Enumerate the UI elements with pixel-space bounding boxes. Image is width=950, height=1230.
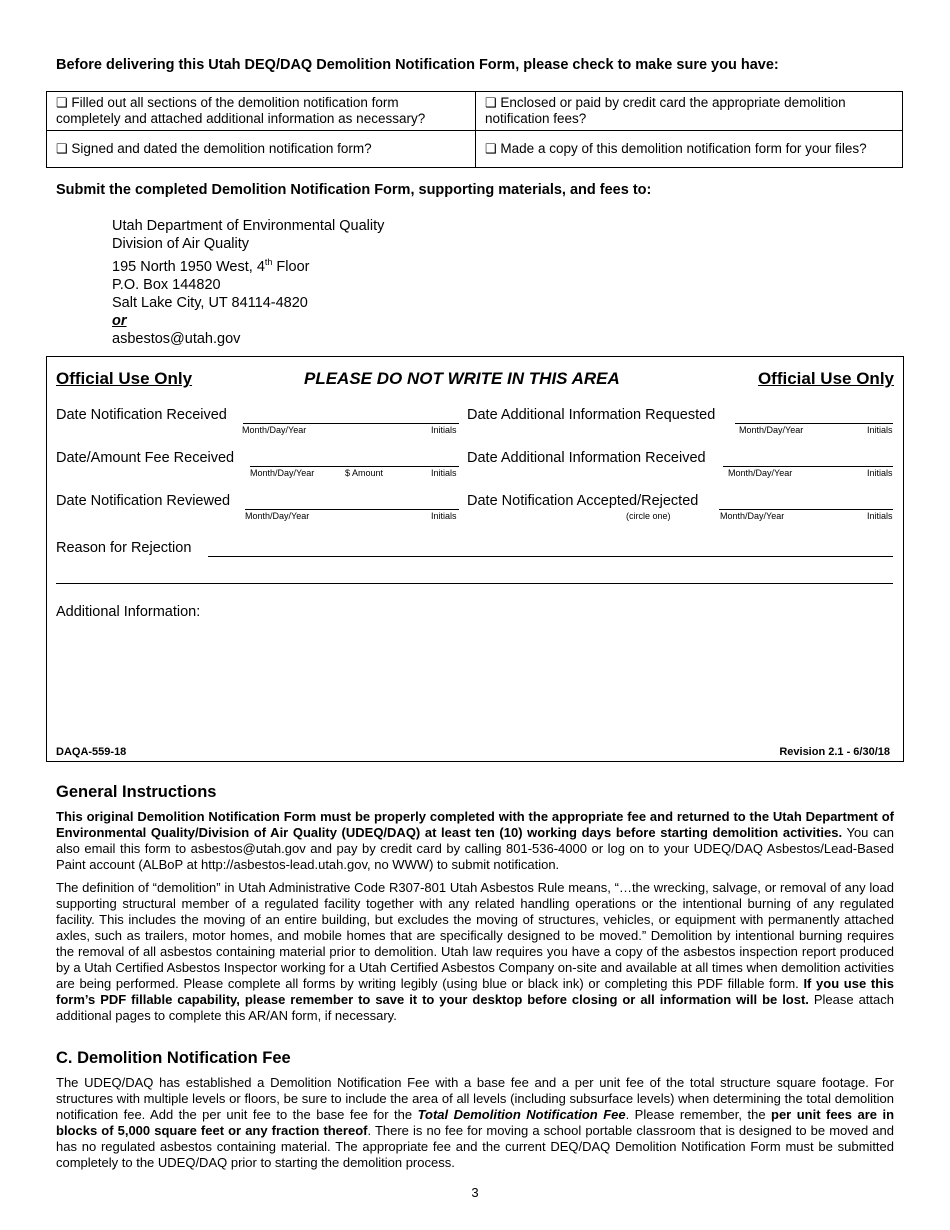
date-reviewed-label: Date Notification Reviewed: [56, 493, 231, 509]
date-amount-fee-field[interactable]: [250, 466, 459, 467]
checkbox-icon[interactable]: ❑: [485, 141, 497, 156]
checkbox-icon[interactable]: ❑: [485, 95, 497, 110]
fee-paragraph: The UDEQ/DAQ has established a Demolition Notification Fee with a base fee and a per unit fee of the total structure square footage. For structures with multiple levels or floors, be sure to include the area of all levels (including subsurface levels) when determining the total demolition notification fee. Add the per unit fee to the base fee for the Total Demolition Notification Fee. Please remember, the per unit fees are in blocks of 5,000 square feet or any fraction thereof. There is no fee for moving a school portable classroom that is designed to be moved and has no regulated asbestos containing material. The appropriate fee and the current DEQ/DAQ Demolition Notification Form must be submitted completely to the UDEQ/DAQ prior to starting the demolition process.: [56, 1075, 895, 1170]
additional-info-label: Additional Information:: [56, 604, 201, 620]
sub-label: $ Amount: [345, 468, 384, 478]
email-address[interactable]: asbestos@utah.gov: [112, 330, 241, 347]
address-line: Utah Department of Environmental Quality: [112, 218, 385, 234]
official-use-box: [46, 356, 904, 762]
sub-label: Month/Day/Year: [720, 511, 785, 521]
date-received-label: Date Notification Received: [56, 407, 227, 423]
general-paragraph-2: The definition of “demolition” in Utah Administrative Code R307-801 Utah Asbestos Rule means, “…the wrecking, salvage, or removal of any load supporting structural member of a regulated facility together with any related handling operations or the intentional burning of any regulated facility. This includes the moving of an entire building, but excludes the moving of structures, vehicles, or equipment with permanently attached axles, such as trailers, motor homes, and mobile homes that are specifically designed to be moved.” Demolition by intentional burning requires the removal of all asbestos containing material prior to demolition. Utah law requires you have a copy of the asbestos inspection report produced by a Utah Certified Asbestos Inspector working for a Utah Certified Asbestos Company on-site and available at all times when demolition activities are being performed. Please complete all forms by writing legibly (using blue or black ink) or completing this PDF fillable form. If you use this form’s PDF fillable capability, please remember to save it to your desktop before closing or all information will be lost. Please attach additional pages to complete this AR/AN form, if necessary.: [56, 880, 894, 1023]
date-add-requested-label: Date Additional Information Requested: [467, 407, 716, 423]
sub-label: Initials: [431, 468, 457, 478]
sub-label: Month/Day/Year: [250, 468, 315, 478]
sub-label: Initials: [867, 511, 893, 521]
sub-label: Initials: [867, 468, 893, 478]
date-add-received-label: Date Additional Information Received: [467, 450, 706, 466]
address-street: 195 North 1950 West, 4th Floor: [112, 257, 310, 275]
page-number: 3: [471, 1185, 479, 1200]
general-instructions-title: General Instructions: [56, 783, 217, 801]
date-accepted-field[interactable]: [719, 509, 893, 510]
sub-label: Initials: [431, 425, 457, 435]
date-add-received-field[interactable]: [723, 466, 893, 467]
sub-label: (circle one): [626, 511, 671, 521]
date-reviewed-field[interactable]: [245, 509, 459, 510]
checkbox-icon[interactable]: ❑: [56, 141, 68, 156]
revision-text: Revision 2.1 - 6/30/18: [779, 746, 890, 758]
date-amount-fee-label: Date/Amount Fee Received: [56, 450, 235, 466]
reason-field[interactable]: [208, 556, 893, 557]
reason-field-continued[interactable]: [56, 583, 893, 584]
date-received-field[interactable]: [243, 423, 459, 424]
fee-section-title: C. Demolition Notification Fee: [56, 1049, 291, 1067]
do-not-write-title: PLEASE DO NOT WRITE IN THIS AREA: [304, 369, 620, 388]
checklist-heading: Before delivering this Utah DEQ/DAQ Demolition Notification Form, please check to make sure you have:: [56, 57, 779, 73]
checklist-item-copy[interactable]: ❑ Made a copy of this demolition notification form for your files?: [476, 131, 903, 168]
sub-label: Month/Day/Year: [728, 468, 793, 478]
address-line: Division of Air Quality: [112, 236, 249, 252]
sub-label: Initials: [431, 511, 457, 521]
checkbox-icon[interactable]: ❑: [56, 95, 68, 110]
sub-label: Month/Day/Year: [739, 425, 804, 435]
form-id: DAQA-559-18: [56, 746, 127, 758]
date-add-requested-field[interactable]: [735, 423, 893, 424]
checklist-item-filled[interactable]: ❑ Filled out all sections of the demolition notification form completely and attached additional information as necessary?: [47, 92, 476, 131]
address-po-box: P.O. Box 144820: [112, 276, 221, 293]
reason-label: Reason for Rejection: [56, 540, 192, 556]
date-accepted-label: Date Notification Accepted/Rejected: [467, 493, 699, 509]
sub-label: Month/Day/Year: [242, 425, 307, 435]
sub-label: Initials: [867, 425, 893, 435]
official-use-title-right: Official Use Only: [757, 369, 894, 388]
general-paragraph-1: This original Demolition Notification Form must be properly completed with the appropriate fee and returned to the Utah Department of Environmental Quality/Division of Air Quality (UDEQ/DAQ) at least ten (10) working days before starting demolition activities. You can also email this form to asbestos@utah.gov and pay by credit card by calling 801-536-4000 or log on to your UDEQ/DAQ Asbestos/Lead-Based Paint account (ALBoP at http://asbestos-lead.utah.gov, no WWW) to submit notification.: [56, 809, 894, 872]
mailing-address: [112, 217, 384, 348]
checklist-table: [46, 91, 903, 168]
or-text: or: [112, 312, 127, 329]
checklist-item-fees[interactable]: ❑ Enclosed or paid by credit card the appropriate demolition notification fees?: [476, 92, 903, 131]
sub-label: Month/Day/Year: [245, 511, 310, 521]
address-city: Salt Lake City, UT 84114-4820: [112, 294, 308, 311]
checklist-item-signed[interactable]: ❑ Signed and dated the demolition notification form?: [47, 131, 476, 168]
official-use-title-left: Official Use Only: [56, 369, 193, 388]
submit-heading: Submit the completed Demolition Notification Form, supporting materials, and fees to:: [56, 182, 652, 198]
